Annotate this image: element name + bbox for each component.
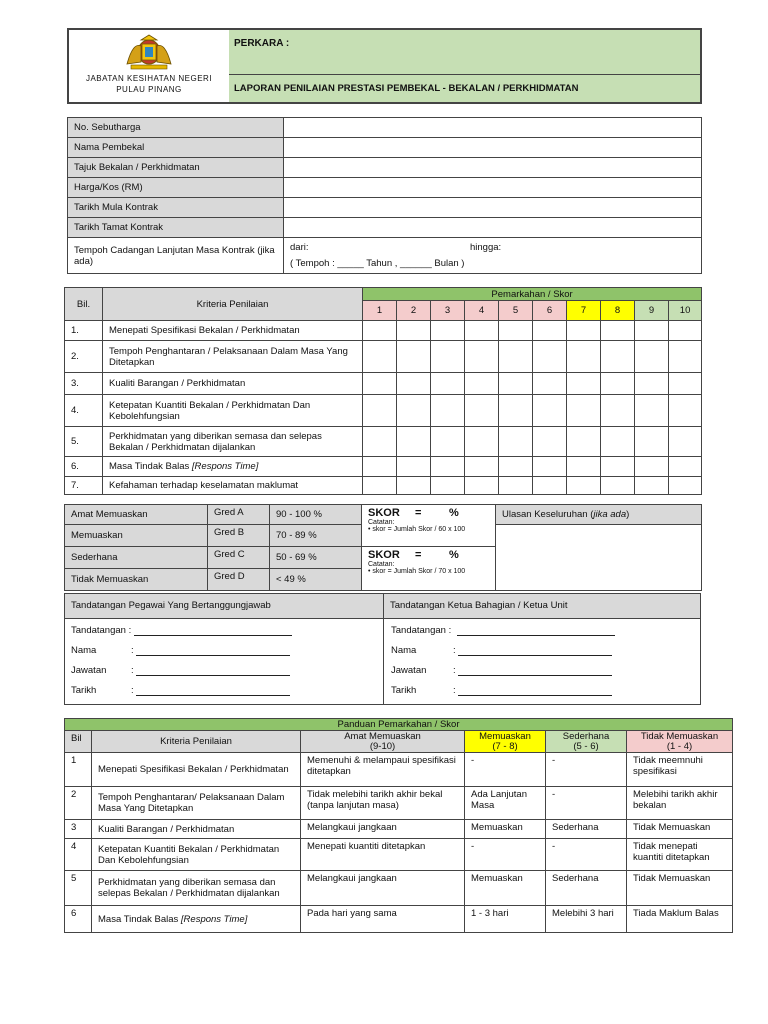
score-cell[interactable] [499,373,533,395]
bil-header: Bil. [65,288,103,321]
signature-right-title: Tandatangan Ketua Bahagian / Ketua Unit [390,600,568,611]
info-label: Tajuk Bekalan / Perkhidmatan [68,158,284,178]
score-cell[interactable] [533,373,567,395]
score-cell[interactable] [669,321,702,341]
skor-formula-60: • skor = Jumlah Skor / 60 x 100 [368,526,466,533]
score-cell[interactable] [601,427,635,457]
info-label: Tarikh Mula Kontrak [68,198,284,218]
score-cell[interactable] [431,477,465,495]
score-cell[interactable] [635,341,669,373]
sederhana-header-label: Sederhana [562,730,610,742]
report-title-cell [229,75,700,102]
grade-label: Memuaskan [65,525,208,547]
field-nama-label: Nama [391,645,417,656]
score-cell[interactable] [635,477,669,495]
score-cell[interactable] [465,477,499,495]
grade-label: Amat Memuaskan [65,505,208,525]
guide-criteria: Kualiti Barangan / Perkhidmatan [92,820,301,839]
guide-memuaskan-header [465,731,546,753]
score-cell[interactable] [397,395,431,427]
score-cell[interactable] [601,341,635,373]
contract-info-table [67,117,702,274]
guide-sederhana: Melebihi 3 hari [546,906,627,933]
grade-range: 70 - 89 % [270,525,362,547]
score-col-7: 7 [567,301,601,321]
score-col-1: 1 [363,301,397,321]
score-cell[interactable] [601,321,635,341]
guide-amat: Memenuhi & melampaui spesifikasi ditetapkan [301,753,465,787]
criteria-text: Menepati Spesifikasi Bekalan / Perkhidmatan [103,321,363,341]
report-title: LAPORAN PENILAIAN PRESTASI PEMBEKAL - BEKALAN / PERKHIDMATAN [234,83,579,94]
criteria-row [65,373,702,395]
guide-sederhana: Sederhana [546,871,627,906]
score-cell[interactable] [431,341,465,373]
tidak-header-label: Tidak Memuaskan [640,730,719,742]
score-cell[interactable] [363,341,397,373]
score-cell[interactable] [465,427,499,457]
info-value-field[interactable] [284,198,702,218]
guide-sederhana: - [546,787,627,820]
guide-bil-header: Bil [65,731,92,753]
score-cell[interactable] [363,457,397,477]
guide-criteria: Perkhidmatan yang diberikan semasa dan selepas Bekalan / Perkhidmatan dijalankan [92,871,301,906]
guide-row [65,839,733,871]
score-cell[interactable] [465,341,499,373]
guide-sederhana: - [546,753,627,787]
amat-header-range: (9-10) [369,740,396,752]
signature-divider [383,618,384,704]
field-tarikh-label: Tarikh [391,685,417,696]
tandatangan-line[interactable] [457,635,615,636]
score-cell[interactable] [431,395,465,427]
criteria-text: Kualiti Barangan / Perkhidmatan [103,373,363,395]
score-cell[interactable] [397,373,431,395]
score-cell[interactable] [601,373,635,395]
guide-memuaskan: Memuaskan [465,871,546,906]
guide-tidak-header [627,731,733,753]
criteria-no: 5. [65,427,103,457]
score-cell[interactable] [669,341,702,373]
agency-name-line2: PULAU PINANG [116,85,182,94]
evaluation-table [64,287,702,495]
score-cell[interactable] [499,321,533,341]
score-cell[interactable] [397,457,431,477]
agency-name-line1: JABATAN KESIHATAN NEGERI [85,74,213,83]
score-cell[interactable] [363,427,397,457]
perkara-label: PERKARA : [234,38,290,49]
signature-left-header [65,594,384,619]
score-col-8: 8 [601,301,635,321]
score-cell[interactable] [635,395,669,427]
guide-row [65,820,733,839]
signature-section [64,593,701,705]
grade-code: Gred D [208,569,270,591]
score-col-6: 6 [533,301,567,321]
jawatan-line[interactable] [136,675,290,676]
score-col-9: 9 [635,301,669,321]
guide-sederhana: Sederhana [546,820,627,839]
guide-tidak: Tidak menepati kuantiti ditetapkan [627,839,733,871]
criteria-header: Kriteria Penilaian [103,288,363,321]
score-cell[interactable] [499,457,533,477]
criteria-no: 7. [65,477,103,495]
criteria-row [65,427,702,457]
agency-block [69,30,230,102]
criteria-text: Perkhidmatan yang diberikan semasa dan selepas Bekalan / Perkhidmatan dijalankan [103,427,363,457]
guide-memuaskan: 1 - 3 hari [465,906,546,933]
criteria-text: Ketepatan Kuantiti Bekalan / Perkhidmatan Dan Kebolehfungsian [103,395,363,427]
perkara-cell [229,30,700,75]
score-cell[interactable] [669,427,702,457]
grade-code: Gred C [208,547,270,569]
guide-row [65,753,733,787]
signature-right-fields: Tandatangan : Nama : Jawatan : Tarikh : [391,625,615,705]
guide-amat: Menepati kuantiti ditetapkan [301,839,465,871]
guide-amat: Pada hari yang sama [301,906,465,933]
score-cell[interactable] [533,341,567,373]
criteria-row [65,341,702,373]
criteria-text: Tempoh Penghantaran / Pelaksanaan Dalam Masa Yang Ditetapkan [103,341,363,373]
score-cell[interactable] [533,395,567,427]
ulasan-label: Ulasan Keseluruhan [502,509,588,520]
skor-box-60 [362,505,496,547]
guide-amat: Tidak melebihi tarikh akhir bekal (tanpa lanjutan masa) [301,787,465,820]
score-cell[interactable] [601,477,635,495]
score-col-5: 5 [499,301,533,321]
score-cell[interactable] [533,477,567,495]
field-tarikh-label: Tarikh [71,685,97,696]
criteria-row [65,395,702,427]
signature-left-title: Tandatangan Pegawai Yang Bertanggungjawab [71,600,271,611]
signature-left-fields: Tandatangan : Nama : Jawatan : Tarikh : [71,625,292,705]
sederhana-header-range: (5 - 6) [573,740,599,752]
score-cell[interactable] [567,321,601,341]
guide-criteria: Ketepatan Kuantiti Bekalan / Perkhidmatan Dan Kebolehfungsian [92,839,301,871]
score-col-10: 10 [669,301,702,321]
score-cell[interactable] [363,477,397,495]
score-cell[interactable] [465,373,499,395]
tandatangan-line[interactable] [134,635,292,636]
guide-criteria: Tempoh Penghantaran/ Pelaksanaan Dalam Masa Yang Ditetapkan [92,787,301,820]
grade-code: Gred A [208,505,270,525]
guide-memuaskan: - [465,839,546,871]
guide-no: 4 [65,839,92,871]
criteria-no: 1. [65,321,103,341]
criteria-no: 4. [65,395,103,427]
score-cell[interactable] [601,395,635,427]
criteria-no: 6. [65,457,103,477]
ulasan-note: (jika ada) [590,509,630,520]
info-label: No. Sebutharga [68,118,284,138]
amat-header-label: Amat Memuaskan [344,730,421,742]
guide-criteria: Masa Tindak Balas [Respons Time] [92,906,301,933]
score-cell[interactable] [669,373,702,395]
dari-label: dari: [290,241,309,253]
score-cell[interactable] [499,341,533,373]
score-cell[interactable] [431,373,465,395]
score-cell[interactable] [397,321,431,341]
guide-tidak: Tidak Memuaskan [627,871,733,906]
grade-range: < 49 % [270,569,362,591]
score-cell[interactable] [533,457,567,477]
skor-formula-70: • skor = Jumlah Skor / 70 x 100 [368,568,466,575]
score-cell[interactable] [431,321,465,341]
guide-tidak: Tidak meemnuhi spesifikasi [627,753,733,787]
score-col-2: 2 [397,301,431,321]
guide-memuaskan: Ada Lanjutan Masa [465,787,546,820]
score-header: Pemarkahan / Skor [363,288,702,301]
score-cell[interactable] [635,427,669,457]
ulasan-field[interactable] [496,525,702,591]
form-header [67,28,702,104]
score-cell[interactable] [363,395,397,427]
score-cell[interactable] [601,457,635,477]
tempoh-duration-line: ( Tempoh : _____ Tahun , ______ Bulan ) [290,257,465,269]
field-nama-label: Nama [71,645,97,656]
scoring-guide-table [64,718,733,933]
score-cell[interactable] [635,373,669,395]
score-col-3: 3 [431,301,465,321]
criteria-text: Masa Tindak Balas [Respons Time] [103,457,363,477]
criteria-text: Kefahaman terhadap keselamatan maklumat [103,477,363,495]
guide-row [65,906,733,933]
guide-sederhana-header [546,731,627,753]
guide-no: 5 [65,871,92,906]
score-cell[interactable] [669,477,702,495]
coat-of-arms-logo [123,34,175,70]
grade-label: Sederhana [65,547,208,569]
score-cell[interactable] [363,373,397,395]
criteria-row [65,321,702,341]
info-label: Nama Pembekal [68,138,284,158]
grade-label: Tidak Memuaskan [65,569,208,591]
score-cell[interactable] [635,321,669,341]
score-cell[interactable] [669,457,702,477]
guide-sederhana: - [546,839,627,871]
criteria-no: 3. [65,373,103,395]
guide-no: 6 [65,906,92,933]
score-col-4: 4 [465,301,499,321]
info-value-field[interactable] [284,218,702,238]
criteria-no: 2. [65,341,103,373]
score-cell[interactable] [431,427,465,457]
guide-title: Panduan Pemarkahan / Skor [65,719,733,731]
ulasan-header [496,505,702,525]
score-cell[interactable] [533,321,567,341]
score-cell[interactable] [567,477,601,495]
guide-memuaskan: Memuaskan [465,820,546,839]
score-cell[interactable] [397,427,431,457]
info-label: Harga/Kos (RM) [68,178,284,198]
memuaskan-header-range: (7 - 8) [492,740,518,752]
score-cell[interactable] [431,457,465,477]
score-cell[interactable] [567,373,601,395]
score-cell[interactable] [635,457,669,477]
grade-range: 90 - 100 % [270,505,362,525]
guide-no: 3 [65,820,92,839]
guide-amat: Melangkaui jangkaan [301,871,465,906]
info-value-field[interactable] [284,118,702,138]
info-value-field[interactable] [284,178,702,198]
info-value-field[interactable] [284,158,702,178]
guide-amat: Melangkaui jangkaan [301,820,465,839]
score-cell[interactable] [465,457,499,477]
score-cell[interactable] [465,321,499,341]
guide-criteria: Menepati Spesifikasi Bekalan / Perkhidmatan [92,753,301,787]
guide-memuaskan: - [465,753,546,787]
score-cell[interactable] [567,395,601,427]
hingga-label: hingga: [470,241,502,253]
field-jawatan-label: Jawatan [391,665,427,676]
jawatan-line[interactable] [458,675,612,676]
tidak-header-range: (1 - 4) [666,740,693,752]
criteria-row [65,457,702,477]
info-label: Tarikh Tamat Kontrak [68,218,284,238]
tempoh-field[interactable] [284,238,702,274]
score-cell[interactable] [397,341,431,373]
tarikh-line[interactable] [458,695,612,696]
field-tandatangan-label: Tandatangan : [71,625,132,636]
score-cell[interactable] [567,457,601,477]
guide-tidak: Tidak Memuaskan [627,820,733,839]
score-cell[interactable] [669,395,702,427]
catatan-label: Catatan: [368,519,395,526]
guide-no: 2 [65,787,92,820]
field-jawatan-label: Jawatan [71,665,107,676]
guide-tidak: Melebihi tarikh akhir bekalan [627,787,733,820]
score-cell[interactable] [499,395,533,427]
criteria-row [65,477,702,495]
skor-label: SKOR = % [368,507,459,519]
score-cell[interactable] [533,427,567,457]
skor-label: SKOR = % [368,549,459,561]
score-cell[interactable] [567,341,601,373]
memuaskan-header-label: Memuaskan [479,730,531,742]
guide-criteria-header: Kriteria Penilaian [92,731,301,753]
guide-row [65,787,733,820]
field-tandatangan-label: Tandatangan : [391,625,452,636]
guide-tidak: Tiada Maklum Balas [627,906,733,933]
grade-table [64,504,702,591]
tempoh-label: Tempoh Cadangan Lanjutan Masa Kontrak (jika ada) [68,238,284,274]
tarikh-line[interactable] [136,695,290,696]
guide-amat-header [301,731,465,753]
score-cell[interactable] [499,477,533,495]
info-value-field[interactable] [284,138,702,158]
score-cell[interactable] [397,477,431,495]
signature-right-header [384,594,700,619]
grade-range: 50 - 69 % [270,547,362,569]
nama-line[interactable] [458,655,612,656]
guide-row [65,871,733,906]
score-cell[interactable] [499,427,533,457]
skor-box-70 [362,547,496,591]
guide-no: 1 [65,753,92,787]
score-cell[interactable] [363,321,397,341]
nama-line[interactable] [136,655,290,656]
grade-code: Gred B [208,525,270,547]
score-cell[interactable] [567,427,601,457]
score-cell[interactable] [465,395,499,427]
catatan-label: Catatan: [368,561,395,568]
